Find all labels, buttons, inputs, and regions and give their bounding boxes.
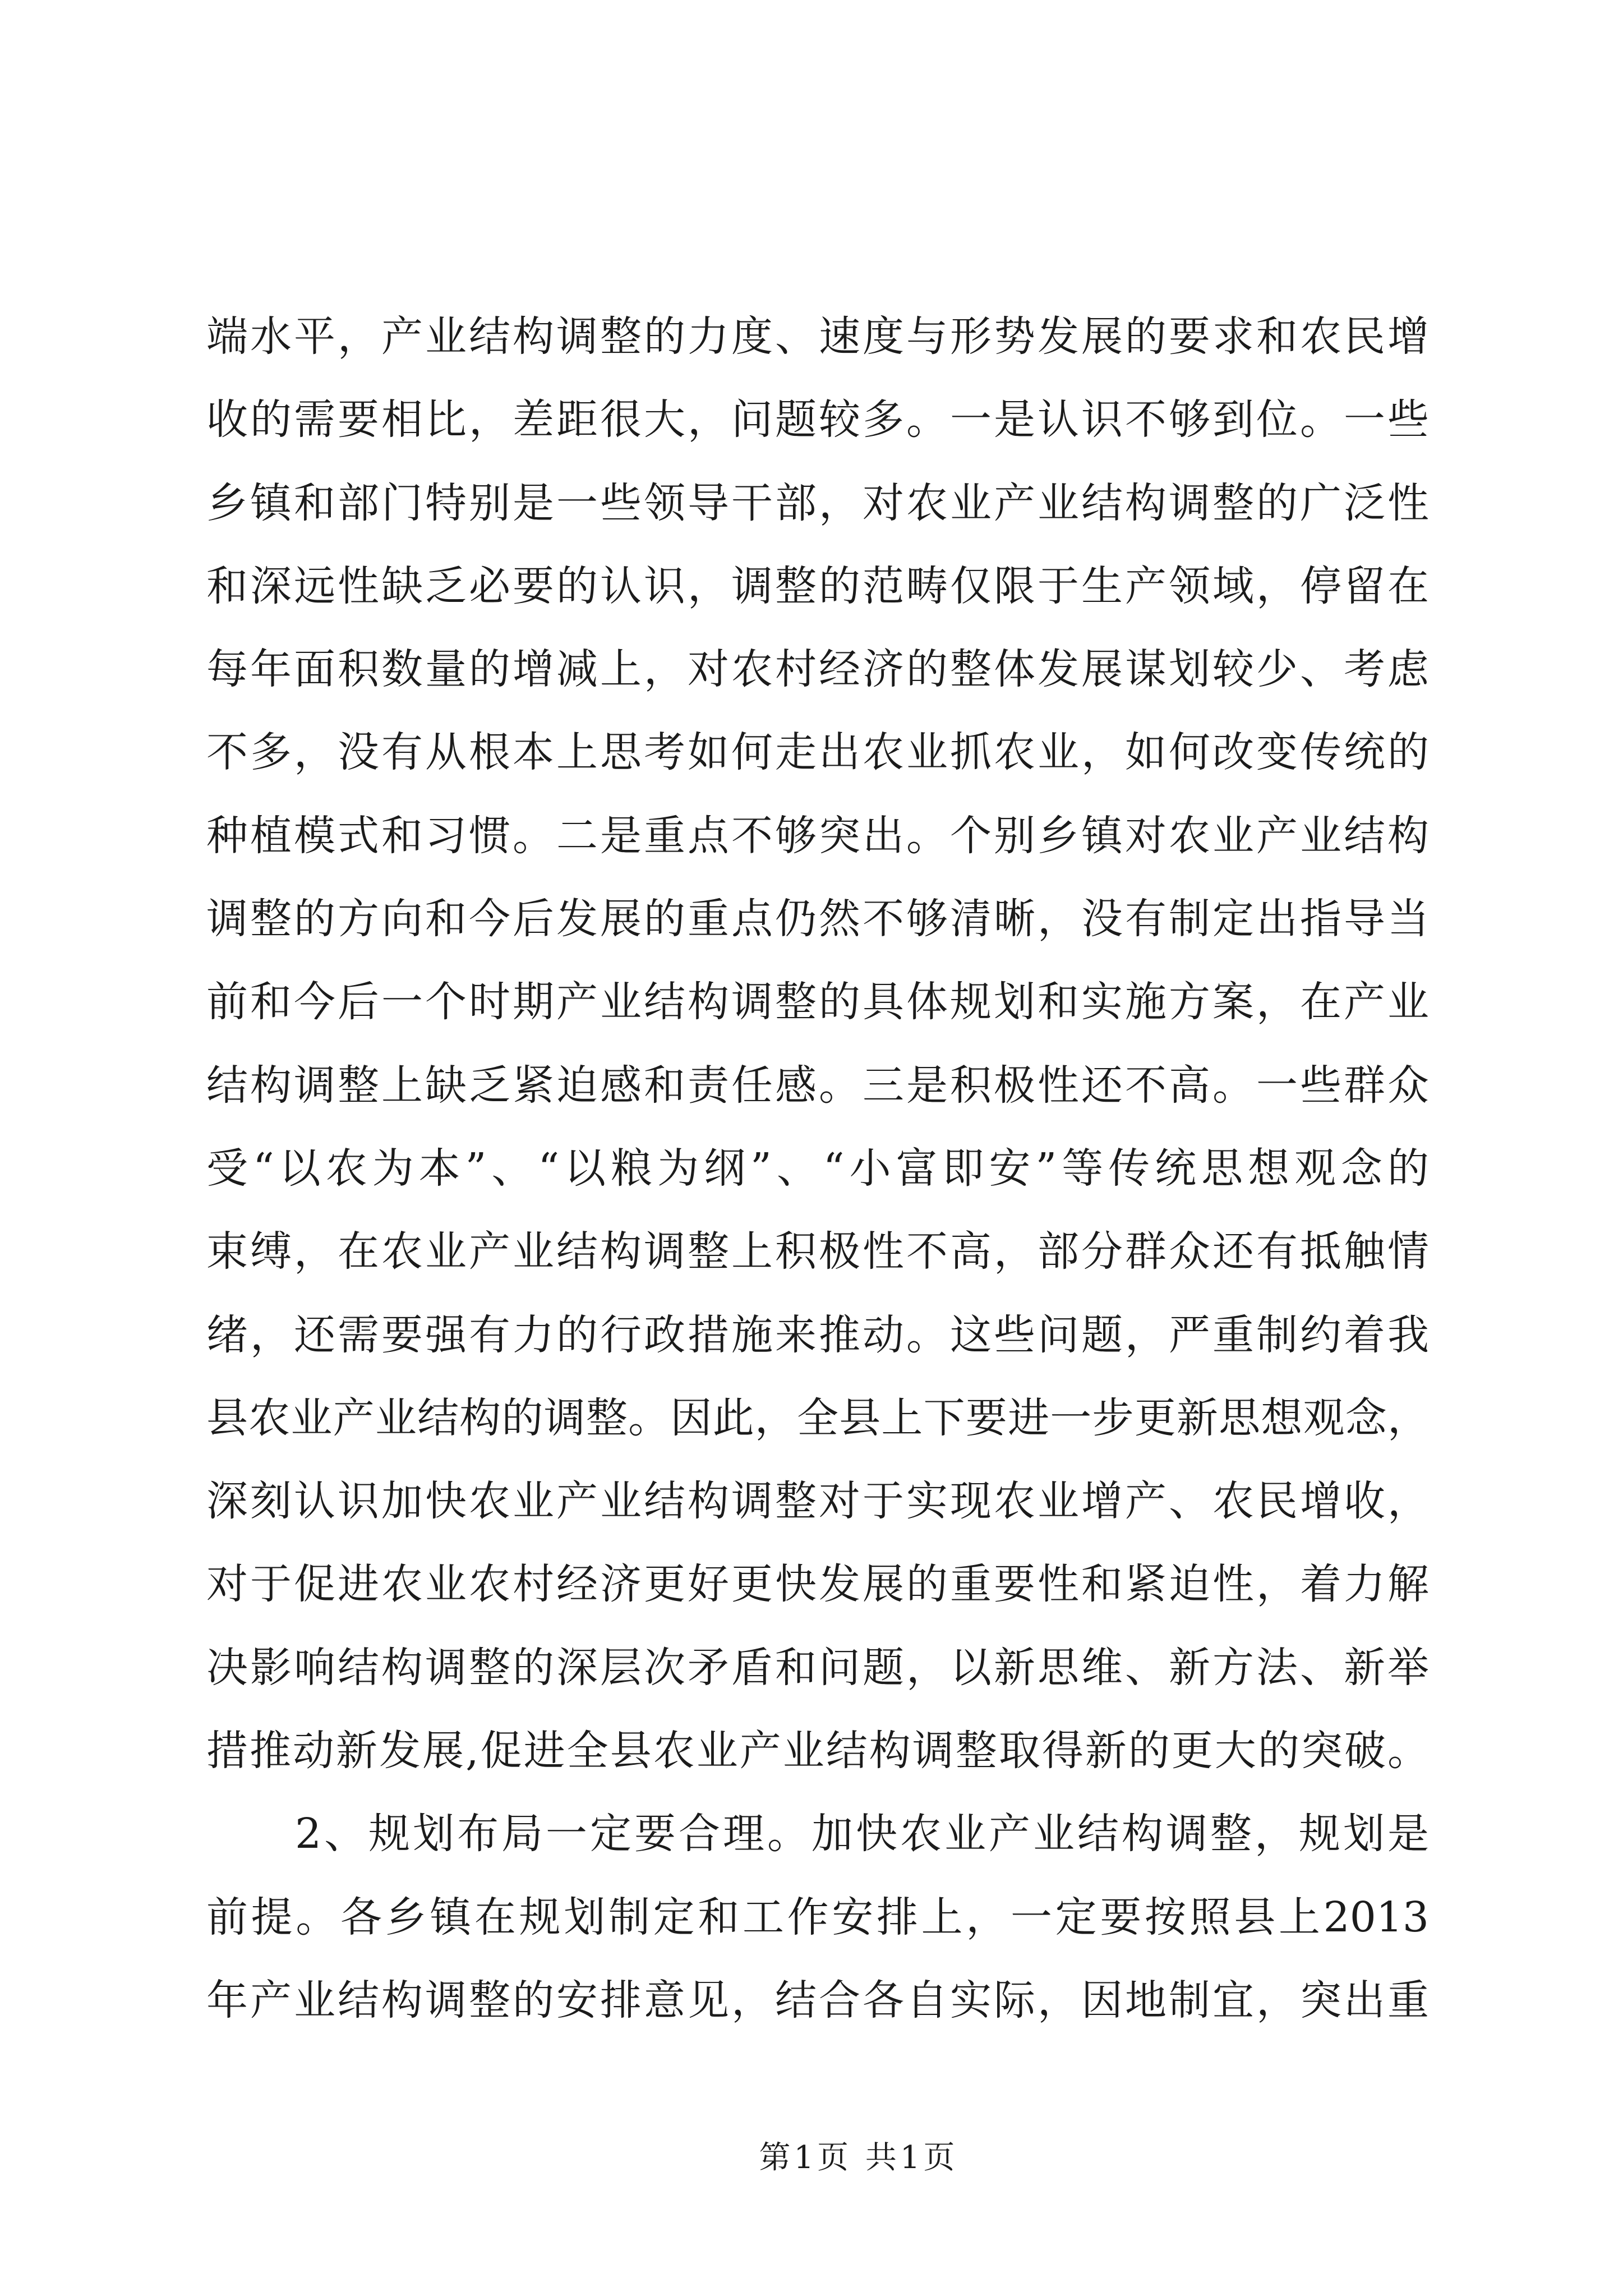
text-line: 调整的方向和今后发展的重点仍然不够清晰，没有制定出指导当 [206, 895, 1429, 944]
text-line: 每年面积数量的增减上，对农村经济的整体发展谋划较少、考虑 [206, 645, 1429, 694]
text-line: 收的需要相比，差距很大，问题较多。一是认识不够到位。一些 [206, 395, 1429, 444]
text-line: 县农业产业结构的调整。因此，全县上下要进一步更新思想观念， [206, 1393, 1429, 1442]
text-line: 受“以农为本”、“以粮为纲”、“小富即安”等传统思想观念的 [206, 1144, 1429, 1193]
text-line: 和深远性缺乏必要的认识，调整的范畴仅限于生产领域，停留在 [206, 562, 1429, 610]
document-body [206, 295, 1429, 2042]
text-line: 结构调整上缺乏紧迫感和责任感。三是积极性还不高。一些群众 [206, 1061, 1429, 1110]
paragraph-2 [206, 1792, 1429, 2042]
text-line: 年产业结构调整的安排意见，结合各自实际，因地制宜，突出重 [206, 1976, 1429, 2024]
text-line: 乡镇和部门特别是一些领导干部，对农业产业结构调整的广泛性 [206, 478, 1429, 527]
text-line: 对于促进农业农村经济更好更快发展的重要性和紧迫性，着力解 [206, 1560, 1429, 1609]
text-line: 不多，没有从根本上思考如何走出农业抓农业，如何改变传统的 [206, 728, 1429, 777]
text-line: 前提。各乡镇在规划制定和工作安排上，一定要按照县上2013 [206, 1893, 1429, 1941]
text-line: 端水平，产业结构调整的力度、速度与形势发展的要求和农民增 [206, 312, 1429, 361]
text-line: 深刻认识加快农业产业结构调整对于实现农业增产、农民增收， [206, 1477, 1429, 1526]
page-footer: 第1页 共1页 [759, 2139, 958, 2176]
text-line: 种植模式和习惯。二是重点不够突出。个别乡镇对农业产业结构 [206, 811, 1429, 860]
text-line: 绪，还需要强有力的行政措施来推动。这些问题，严重制约着我 [206, 1310, 1429, 1359]
text-line: 2、规划布局一定要合理。加快农业产业结构调整，规划是 [295, 1810, 1429, 1858]
text-line: 前和今后一个时期产业结构调整的具体规划和实施方案，在产业 [206, 978, 1429, 1027]
text-line: 束缚，在农业产业结构调整上积极性不高，部分群众还有抵触情 [206, 1227, 1429, 1276]
paragraph-1 [206, 295, 1429, 1792]
text-line: 决影响结构调整的深层次矛盾和问题，以新思维、新方法、新举 [206, 1643, 1429, 1692]
text-line: 措推动新发展,促进全县农业产业结构调整取得新的更大的突破。 [206, 1727, 1429, 1775]
